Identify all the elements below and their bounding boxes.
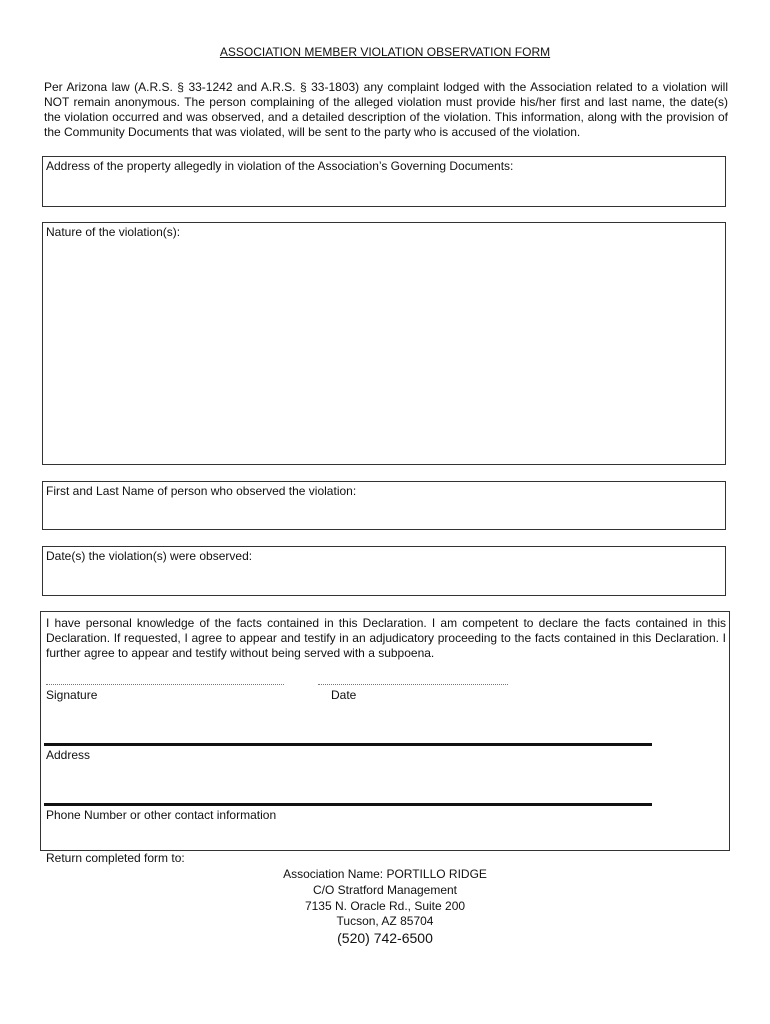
declaration-text: I have personal knowledge of the facts contained in this Declaration. I am competent to declare the facts contained in this Declaration. If requested, I agree to appear and testify in an adjudicatory proceeding to the facts contained in this Declaration. I further agree to appear and testify without being served with a subpoena. <box>46 616 726 660</box>
address-label: Address <box>46 748 91 762</box>
signature-label: Signature <box>46 688 98 702</box>
city-state-zip: Tucson, AZ 85704 <box>336 914 434 928</box>
address-line[interactable] <box>44 743 652 746</box>
association-name: Association Name: PORTILLO RIDGE <box>283 867 487 881</box>
violation-nature-field[interactable] <box>42 222 726 465</box>
violation-nature-label: Nature of the violation(s): <box>46 225 181 239</box>
observed-dates-label: Date(s) the violation(s) were observed: <box>46 549 253 563</box>
date-label: Date <box>331 688 357 702</box>
observed-dates-field[interactable] <box>42 546 726 596</box>
phone-label: Phone Number or other contact information <box>46 808 277 822</box>
property-address-label: Address of the property allegedly in violation of the Association’s Governing Documents: <box>46 159 514 173</box>
observer-name-label: First and Last Name of person who observed the violation: <box>46 484 357 498</box>
date-line[interactable] <box>318 676 508 685</box>
phone-line[interactable] <box>44 803 652 806</box>
signature-line[interactable] <box>46 676 284 685</box>
observer-name-field[interactable] <box>42 481 726 530</box>
form-title: ASSOCIATION MEMBER VIOLATION OBSERVATION FORM <box>219 45 551 59</box>
street-address: 7135 N. Oracle Rd., Suite 200 <box>304 899 466 913</box>
intro-paragraph: Per Arizona law (A.R.S. § 33-1242 and A.R.S. § 33-1803) any complaint lodged with the Association related to a violation will NOT remain anonymous. The person complaining of the alleged violation must provide his/her first and last name, the date(s) the violation occurred and was observed, and a detailed description of the violation. This information, along with the provision of the Community Documents that was violated, will be sent to the party who is accused of the violation. <box>44 80 728 139</box>
property-address-field[interactable] <box>42 156 726 207</box>
phone-number: (520) 742-6500 <box>337 930 433 946</box>
care-of-line: C/O Stratford Management <box>312 883 458 897</box>
return-label: Return completed form to: <box>46 851 185 865</box>
